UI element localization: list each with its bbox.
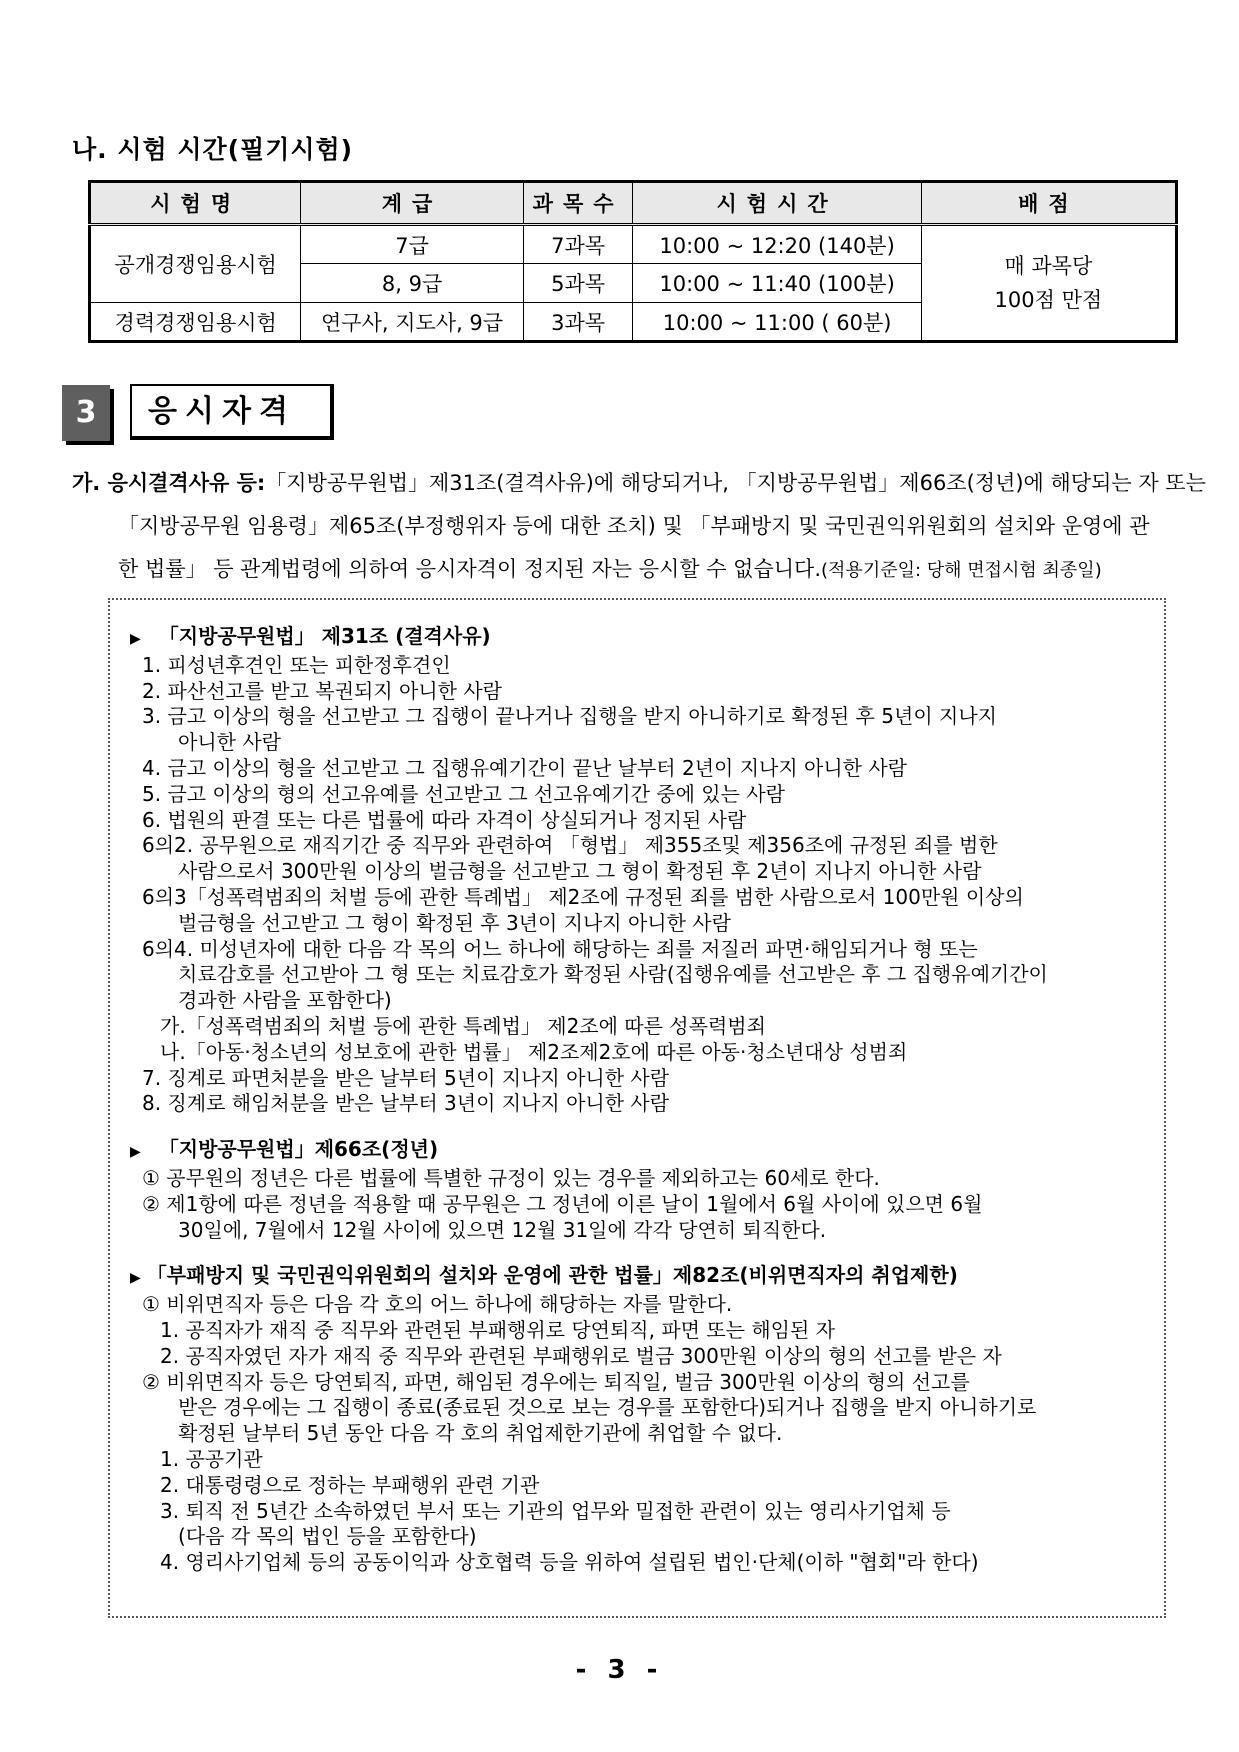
- col-header-score: 배점: [921, 182, 1176, 225]
- triangle-bullet-icon: ▶: [130, 631, 141, 647]
- table-header-row: [90, 182, 1177, 225]
- section-number: 3: [62, 385, 110, 441]
- col-header-exam-time: 시험시간: [633, 182, 921, 225]
- cell-exam-name: 공개경쟁임용시험: [90, 225, 301, 303]
- list-item: 4. 금고 이상의 형을 선고받고 그 집행유예기간이 끝난 날부터 2년이 지나지 아니한 사람: [142, 755, 907, 780]
- list-item: 확정된 날부터 5년 동안 다음 각 호의 취업제한기관에 취업할 수 없다.: [178, 1421, 783, 1446]
- list-item: 벌금형을 선고받고 그 형이 확정된 후 3년이 지나지 아니한 사람: [178, 910, 731, 935]
- list-item: 2. 공직자였던 자가 재직 중 직무와 관련된 부패행위로 벌금 300만원 이상의 형의 선고를 받은 자: [160, 1343, 1002, 1368]
- para-line-3: [72, 548, 1182, 592]
- list-item: 6의2. 공무원으로 재직기간 중 직무와 관련하여 「형법」 제355조및 제356조에 규정된 죄를 범한: [142, 833, 998, 858]
- list-item: ② 비위면직자 등은 당연퇴직, 파면, 해임된 경우에는 퇴직일, 벌금 300만원 이상의 형의 선고를: [142, 1369, 970, 1394]
- list-item: 6. 법원의 판결 또는 다른 법률에 따라 자격이 상실되거나 정지된 사람: [142, 807, 747, 832]
- list-item: ① 비위면직자 등은 다음 각 호의 어느 하나에 해당하는 자를 말한다.: [142, 1292, 733, 1317]
- cell-time: 10:00 ~ 11:40 (100분): [633, 264, 921, 303]
- list-item: (다음 각 목의 법인 등을 포함한다): [178, 1524, 477, 1549]
- para-lead: 가. 응시결격사유 등:: [72, 471, 266, 495]
- col-header-subjects: 과목수: [523, 182, 633, 225]
- score-line-1: 매 과목당: [1004, 254, 1093, 278]
- cell-grade: 연구사, 지도사, 9급: [301, 303, 523, 342]
- list-item: ① 공무원의 정년은 다른 법률에 특별한 규정이 있는 경우를 제외하고는 60세로 한다.: [142, 1165, 880, 1190]
- law-title: [130, 624, 1164, 653]
- table-row: [90, 225, 1177, 264]
- list-item: 8. 징계로 해임처분을 받은 날부터 3년이 지나지 아니한 사람: [142, 1091, 670, 1116]
- list-item: ② 제1항에 따른 정년을 적용할 때 공무원은 그 정년에 이른 날이 1월에서 6월 사이에 있으면 6월: [142, 1191, 983, 1216]
- sub-heading-exam-time: 나. 시험 시간(필기시험): [72, 135, 354, 164]
- law-items: [130, 1166, 1164, 1243]
- list-item: 사람으로서 300만원 이상의 벌금형을 선고받고 그 형이 확정된 후 2년이 지나지 아니한 사람: [178, 859, 982, 884]
- law-items: [130, 1292, 1164, 1576]
- list-item: 가.「성폭력범죄의 처벌 등에 관한 특례법」 제2조에 따른 성폭력범죄: [160, 1013, 766, 1038]
- list-item: 3. 퇴직 전 5년간 소속하였던 부서 또는 기관의 업무와 밀접한 관련이 있는 영리사기업체 등: [160, 1498, 951, 1523]
- list-item: 받은 경우에는 그 집행이 종료(종료된 것으로 보는 경우를 포함한다)되거나 집행을 받지 아니하기로: [178, 1395, 1037, 1420]
- list-item: 치료감호를 선고받아 그 형 또는 치료감호가 확정된 사람(집행유예를 선고받은 후 그 집행유예기간이: [178, 962, 1048, 987]
- law-title-text: 「부패방지 및 국민권익위원회의 설치와 운영에 관한 법률」제82조(비위면직자의 취업제한): [146, 1263, 958, 1288]
- list-item: 30일에, 7월에서 12월 사이에 있으면 12월 31일에 각각 당연히 퇴직한다.: [178, 1217, 827, 1242]
- list-item: 5. 금고 이상의 형의 선고유예를 선고받고 그 선고유예기간 중에 있는 사람: [142, 781, 785, 806]
- list-item: 나.「아동·청소년의 성보호에 관한 법률」 제2조제2호에 따른 아동·청소년대상 성범죄: [160, 1039, 908, 1064]
- law-items: [130, 653, 1164, 1117]
- list-item: 6의4. 미성년자에 대한 다음 각 목의 어느 하나에 해당하는 죄를 저질러 파면·해임되거나 형 또는: [142, 936, 978, 961]
- list-item: 1. 피성년후견인 또는 피한정후견인: [142, 652, 451, 677]
- law-excerpt-box: [108, 598, 1166, 1618]
- law-title-text: 「지방공무원법」제66조(정년): [158, 1137, 439, 1162]
- exam-time-table: [88, 180, 1178, 343]
- law-title-text: 「지방공무원법」 제31조 (결격사유): [158, 624, 491, 648]
- cell-grade: 7급: [301, 225, 523, 264]
- para-line-2: 「지방공무원 임용령」제65조(부정행위자 등에 대한 조치) 및 「부패방지 및 국민권익위원회의 설치와 운영에 관: [118, 514, 1150, 538]
- list-item: 3. 금고 이상의 형을 선고받고 그 집행이 끝나거나 집행을 받지 아니하기로 확정된 후 5년이 지나지: [142, 704, 997, 729]
- eligibility-paragraph: [72, 462, 1206, 592]
- cell-subjects: 5과목: [523, 264, 633, 303]
- cell-grade: 8, 9급: [301, 264, 523, 303]
- para-line-1-text: 「지방공무원법」제31조(결격사유)에 해당되거나, 「지방공무원법」제66조(정년)에 해당되는 자 또는: [265, 471, 1206, 495]
- list-item: 경과한 사람을 포함한다): [178, 988, 392, 1013]
- list-item: 2. 파산선고를 받고 복권되지 아니한 사람: [142, 678, 502, 703]
- para-line-3-text: 한 법률」 등 관계법령에 의하여 응시자격이 정지된 자는 응시할 수 없습니다.: [118, 557, 822, 581]
- cell-subjects: 3과목: [523, 303, 633, 342]
- para-note: (적용기준일: 당해 면접시험 최종일): [821, 560, 1102, 581]
- list-item: 1. 공공기관: [160, 1446, 263, 1471]
- list-item: 1. 공직자가 재직 중 직무와 관련된 부패행위로 당연퇴직, 파면 또는 해임된 자: [160, 1317, 835, 1342]
- para-line-1: [72, 462, 1206, 505]
- col-header-grade: 계급: [301, 182, 523, 225]
- list-item: 2. 대통령령으로 정하는 부패행위 관련 기관: [160, 1472, 540, 1497]
- law-title: [130, 1137, 1164, 1166]
- list-item: 7. 징계로 파면처분을 받은 날부터 5년이 지나지 아니한 사람: [142, 1065, 670, 1090]
- list-item: 6의3「성폭력범죄의 처벌 등에 관한 특례법」 제2조에 규정된 죄를 범한 사람으로서 100만원 이상의: [142, 884, 1024, 909]
- triangle-bullet-icon: ▶: [130, 1270, 141, 1287]
- cell-time: 10:00 ~ 11:00 ( 60분): [633, 303, 921, 342]
- cell-subjects: 7과목: [523, 225, 633, 264]
- cell-exam-name: 경력경쟁임용시험: [90, 303, 301, 342]
- section-title: 응시자격: [130, 384, 334, 440]
- list-item: 4. 영리사기업체 등의 공동이익과 상호협력 등을 위하여 설립된 법인·단체(이하 "협회"라 한다): [160, 1550, 979, 1575]
- score-line-2: 100점 만점: [994, 288, 1103, 312]
- law-title: [130, 1263, 1164, 1292]
- page-number: - 3 -: [575, 1655, 664, 1685]
- cell-time: 10:00 ~ 12:20 (140분): [633, 225, 921, 264]
- list-item: 아니한 사람: [178, 730, 281, 755]
- col-header-exam-name: 시험명: [90, 182, 301, 225]
- triangle-bullet-icon: ▶: [130, 1144, 141, 1161]
- cell-score: [921, 225, 1176, 342]
